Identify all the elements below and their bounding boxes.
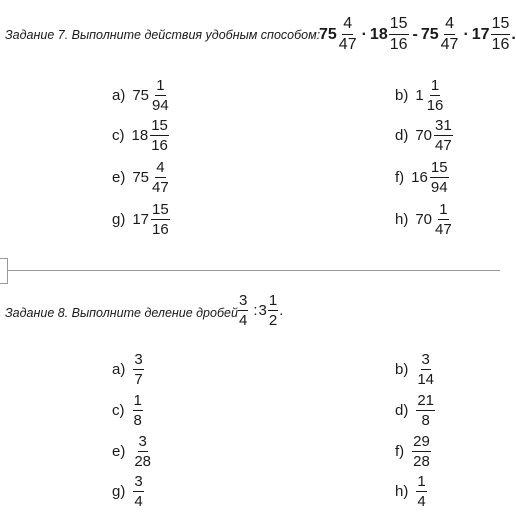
section-divider [0,270,500,271]
option-denominator: 94 [430,179,448,196]
option-letter: g) [112,211,126,228]
option-numerator: 15 [152,201,169,218]
term3-fraction [440,16,460,53]
term2-numerator: 15 [389,16,409,35]
option-letter: e) [112,443,126,460]
option-denominator: 47 [435,221,452,238]
option-letter: b) [395,361,409,378]
option-letter: h) [395,483,409,500]
multiply-sign: · [361,25,367,43]
option-fraction [416,352,435,387]
term2-whole: 18 [369,25,388,43]
option-denominator: 47 [152,179,169,196]
option-letter: d) [395,402,409,419]
option-fraction [133,474,143,509]
divisor-numerator: 1 [268,292,278,309]
option-numerator: 4 [156,159,165,176]
option-numerator: 1 [430,77,440,94]
task8-option-d[interactable] [395,393,436,428]
option-denominator: 94 [152,97,169,114]
option-fraction [133,352,143,387]
option-denominator: 16 [151,137,168,154]
option-numerator: 1 [417,473,426,490]
task7-option-g[interactable] [112,202,171,237]
division-sign: : [253,302,258,319]
option-fraction [434,118,453,153]
term4-numerator: 15 [491,16,511,35]
task8-option-e[interactable] [112,434,153,469]
term2-fraction [389,16,409,53]
task8-option-c[interactable] [112,393,144,428]
task7-option-c[interactable] [112,118,170,153]
task7-label: Задание 7. Выполните действия удобным способом: [5,28,321,42]
term1-denominator: 47 [338,36,357,53]
period: . [279,302,284,319]
option-letter: e) [112,169,126,186]
option-numerator: 15 [151,117,168,134]
term1-numerator: 4 [342,16,353,35]
option-letter: g) [112,483,126,500]
option-whole: 1 [415,87,424,104]
option-fraction [426,78,445,113]
term2-denominator: 16 [389,36,408,53]
term3-denominator: 47 [440,36,459,53]
option-letter: b) [395,87,409,104]
task8-option-f[interactable] [395,434,432,469]
option-letter: f) [395,443,405,460]
option-fraction [434,202,453,237]
option-fraction [412,434,431,469]
option-numerator: 21 [417,392,435,409]
option-denominator: 4 [134,493,143,510]
option-fraction [151,160,170,195]
option-whole: 75 [132,87,150,104]
option-denominator: 4 [417,493,426,510]
option-letter: c) [112,402,125,419]
option-denominator: 47 [435,137,452,154]
option-denominator: 8 [421,412,430,429]
option-letter: f) [395,169,405,186]
term3-whole: 75 [420,25,439,43]
option-whole: 75 [132,169,150,186]
option-denominator: 16 [426,97,444,114]
option-denominator: 7 [134,371,143,388]
option-letter: a) [112,361,126,378]
task7-expression [319,16,516,53]
term4-whole: 17 [471,25,490,43]
term3-numerator: 4 [444,16,455,35]
option-numerator: 3 [138,433,147,450]
option-whole: 70 [415,211,433,228]
option-numerator: 29 [413,433,430,450]
option-fraction [416,474,426,509]
option-denominator: 28 [413,453,430,470]
task8-option-a[interactable] [112,352,145,387]
task7-option-e[interactable] [112,160,171,195]
option-whole: 17 [132,211,150,228]
divisor-fraction [268,293,278,328]
option-letter: h) [395,211,409,228]
option-whole: 70 [415,127,433,144]
option-whole: 18 [131,127,149,144]
divisor-denominator: 2 [268,312,278,329]
option-letter: c) [112,127,125,144]
task8-option-h[interactable] [395,474,428,509]
option-denominator: 16 [152,221,169,238]
dividend-numerator: 3 [239,292,248,309]
option-fraction [151,202,170,237]
option-fraction [430,160,449,195]
task7-option-h[interactable] [395,202,454,237]
minus-sign: - [412,25,418,43]
task7-option-a[interactable] [112,78,171,113]
option-fraction [150,118,169,153]
term1-fraction [338,16,358,53]
option-numerator: 3 [134,351,143,368]
option-numerator: 1 [439,201,448,218]
option-numerator: 1 [156,77,165,94]
term4-denominator: 16 [491,36,510,53]
option-fraction [133,434,152,469]
option-numerator: 1 [133,392,142,409]
option-fraction [416,393,435,428]
option-numerator: 3 [134,473,143,490]
term4-fraction [491,16,511,53]
option-letter: d) [395,127,409,144]
term1-whole: 75 [319,25,337,43]
multiply-sign: · [463,25,469,43]
task7-option-b[interactable] [395,78,445,113]
divisor-whole: 3 [258,302,267,319]
option-letter: a) [112,87,126,104]
task8-option-b[interactable] [395,352,436,387]
page-edge-marker [0,258,8,284]
task8-expression [237,293,283,328]
option-whole: 16 [411,169,428,186]
option-numerator: 15 [430,159,448,176]
period: . [511,25,516,43]
task8-option-g[interactable] [112,474,145,509]
option-numerator: 31 [435,117,452,134]
option-denominator: 8 [133,412,142,429]
option-fraction [151,78,170,113]
task7-option-d[interactable] [395,118,454,153]
dividend-denominator: 4 [239,312,248,329]
option-fraction [133,393,143,428]
option-denominator: 14 [417,371,435,388]
option-numerator: 3 [421,351,430,368]
option-denominator: 28 [134,453,152,470]
task7-option-f[interactable] [395,160,450,195]
dividend-fraction [238,293,248,328]
task8-label: Задание 8. Выполните деление дробей [5,306,238,320]
